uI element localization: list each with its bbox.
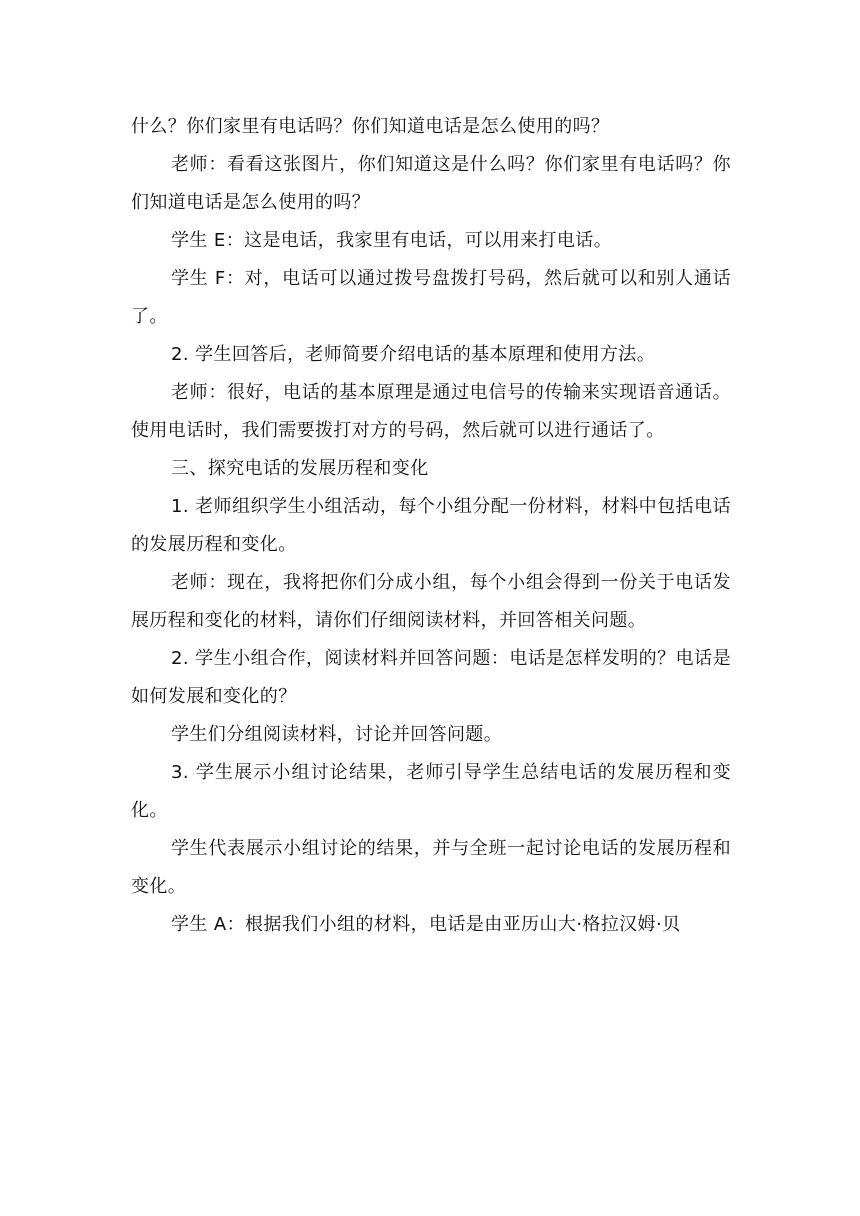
paragraph-student-a: 学生 A：根据我们小组的材料，电话是由亚历山大·格拉汉姆·贝 bbox=[171, 914, 681, 935]
paragraph-teacher-question: 老师：看看这张图片，你们知道这是什么吗？你们家里有电话吗？你们知道电话是怎么使用的吗？ bbox=[131, 154, 731, 213]
paragraph-step-1-group: 1. 老师组织学生小组活动，每个小组分配一份材料，材料中包括电话的发展历程和变化。 bbox=[131, 496, 731, 555]
paragraph-step-2-group: 2. 学生小组合作，阅读材料并回答问题：电话是怎样发明的？电话是如何发展和变化的？ bbox=[131, 648, 731, 707]
paragraph-teacher-group: 老师：现在，我将把你们分成小组，每个小组会得到一份关于电话发展历程和变化的材料，请你们仔细阅读材料，并回答相关问题。 bbox=[131, 572, 731, 631]
paragraph-continuation: 什么？你们家里有电话吗？你们知道电话是怎么使用的吗？ bbox=[131, 116, 610, 137]
paragraph-students-read: 学生们分组阅读材料，讨论并回答问题。 bbox=[171, 724, 503, 745]
section-heading-3: 三、探究电话的发展历程和变化 bbox=[171, 458, 429, 479]
document-body bbox=[131, 108, 731, 944]
paragraph-student-f: 学生 F：对，电话可以通过拨号盘拨打号码，然后就可以和别人通话了。 bbox=[131, 268, 731, 327]
paragraph-step-2-intro: 2. 学生回答后，老师简要介绍电话的基本原理和使用方法。 bbox=[171, 344, 656, 365]
paragraph-student-e: 学生 E：这是电话，我家里有电话，可以用来打电话。 bbox=[171, 230, 613, 251]
paragraph-teacher-explain: 老师：很好，电话的基本原理是通过电信号的传输来实现语音通话。使用电话时，我们需要拨打对方的号码，然后就可以进行通话了。 bbox=[131, 382, 731, 441]
paragraph-step-3-present: 3. 学生展示小组讨论结果，老师引导学生总结电话的发展历程和变化。 bbox=[131, 762, 731, 821]
paragraph-representative: 学生代表展示小组讨论的结果，并与全班一起讨论电话的发展历程和变化。 bbox=[131, 838, 731, 897]
